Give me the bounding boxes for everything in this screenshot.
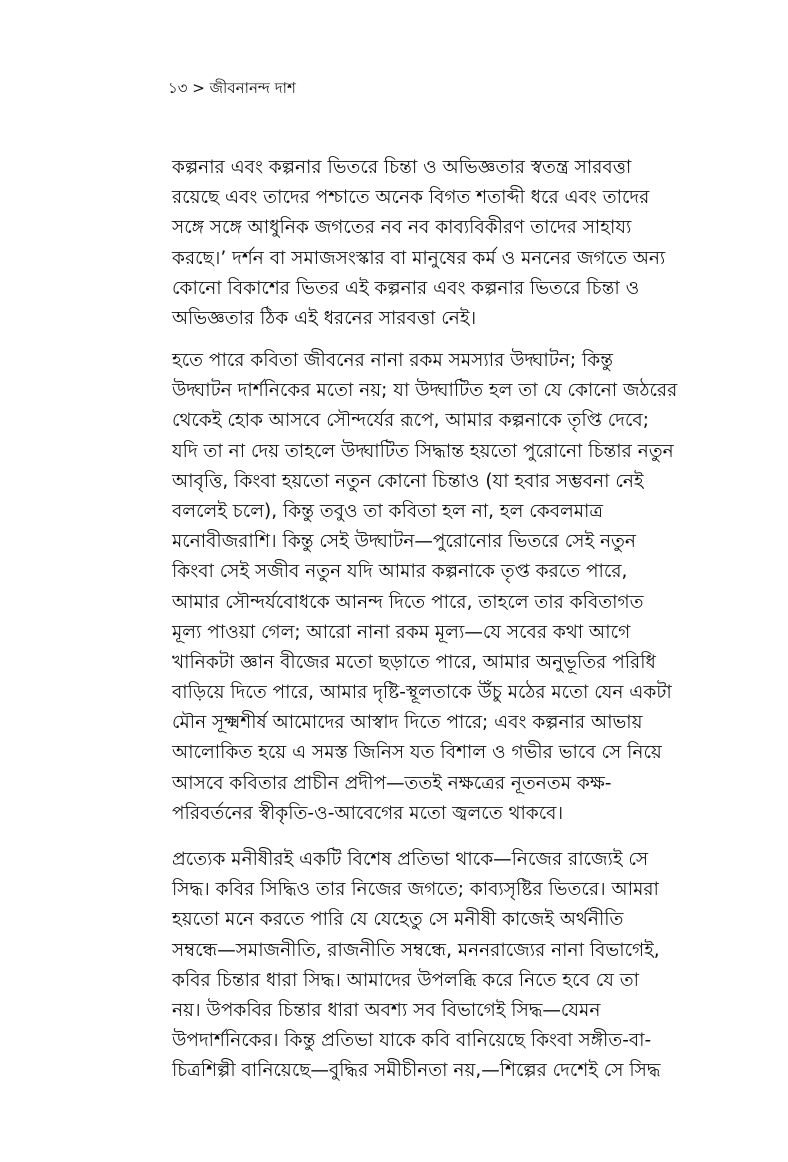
paragraph-2 xyxy=(172,346,692,829)
text-line: সম্বন্ধে—সমাজনীতি, রাজনীতি সম্বন্ধে, মননরাজ্যের নানা বিভাগেই, xyxy=(172,939,660,961)
text-line: খানিকটা জ্ঞান বীজের মতো ছড়াতে পারে, আমার অনুভূতির পরিধি xyxy=(172,651,656,673)
text-line: রয়েছে এবং তাদের পশ্চাতে অনেক বিগত শতাব্দী ধরে এবং তাদের xyxy=(172,187,650,209)
text-line: উপদার্শনিকের। কিন্তু প্রতিভা যাকে কবি বানিয়েছে কিংবা সঙ্গীত-বা- xyxy=(172,1030,652,1052)
text-line: যদি তা না দেয় তাহলে উদ্ঘাটিত সিদ্ধান্ত হয়তো পুরোনো চিন্তার নতুন xyxy=(172,440,674,462)
text-line: সিদ্ধ। কবির সিদ্ধিও তার নিজের জগতে; কাব্যসৃষ্টির ভিতরে। আমরা xyxy=(172,879,659,901)
text-line: কোনো বিকাশের ভিতর এই কল্পনার এবং কল্পনার ভিতরে চিন্তা ও xyxy=(172,277,640,299)
text-line: উদ্ঘাটন দার্শনিকের মতো নয়; যা উদ্ঘাটিত হল তা যে কোনো জঠরের xyxy=(172,380,678,402)
text-line: বাড়িয়ে দিতে পারে, আমার দৃষ্টি-স্থূলতাকে উঁচু মঠের মতো যেন একটা xyxy=(172,682,672,704)
text-line: মনোবীজরাশি। কিন্তু সেই উদ্ঘাটন—পুরোনোর ভিতরে সেই নতুন xyxy=(172,531,636,553)
paragraph-3 xyxy=(172,845,692,1087)
text-line: নয়। উপকবির চিন্তার ধারা অবশ্য সব বিভাগেই সিদ্ধ—যেমন xyxy=(172,999,601,1021)
text-line: সঙ্গে সঙ্গে আধুনিক জগতের নব নব কাব্যবিকীরণ তাদের সাহায্য xyxy=(172,217,632,239)
text-line: আলোকিত হয়ে এ সমস্ত জিনিস যত বিশাল ও গভীর ভাবে সে নিয়ে xyxy=(172,742,662,764)
text-line: অভিজ্ঞতার ঠিক এই ধরনের সারবত্তা নেই। xyxy=(172,307,477,329)
text-line: কিংবা সেই সজীব নতুন যদি আমার কল্পনাকে তৃপ্ত করতে পারে, xyxy=(172,561,628,583)
paragraph-1 xyxy=(172,153,692,334)
text-line: আবৃত্তি, কিংবা হয়তো নতুন কোনো চিন্তাও (যা হবার সম্ভবনা নেই xyxy=(172,470,644,492)
text-line: হয়তো মনে করতে পারি যে যেহেতু সে মনীষী কাজেই অর্থনীতি xyxy=(172,909,624,931)
text-line: আসবে কবিতার প্রাচীন প্রদীপ—ততই নক্ষত্রের নূতনতম কক্ষ- xyxy=(172,772,612,794)
text-line: পরিবর্তনের স্বীকৃতি-ও-আবেগের মতো জ্বলতে থাকবে। xyxy=(172,802,564,824)
text-line: আমার সৌন্দর্যবোধকে আনন্দ দিতে পারে, তাহলে তার কবিতাগত xyxy=(172,591,644,613)
text-line: কল্পনার এবং কল্পনার ভিতরে চিন্তা ও অভিজ্ঞতার স্বতন্ত্র সারবত্তা xyxy=(172,157,632,178)
text-line: বললেই চলে), কিন্তু তবুও তা কবিতা হল না, হল কেবলমাত্র xyxy=(172,500,604,522)
running-header: ১৩ > জীবনানন্দ দাশ xyxy=(168,79,296,97)
text-line: করছে।’ দর্শন বা সমাজসংস্কার বা মানুষের কর্ম ও মননের জগতে অন্য xyxy=(172,247,666,269)
text-line: প্রত্যেক মনীষীরই একটি বিশেষ প্রতিভা থাকে—নিজের রাজ্যেই সে xyxy=(172,849,649,870)
text-line: মূল্য পাওয়া গেল; আরো নানা রকম মূল্য—যে সবের কথা আগে xyxy=(172,621,631,643)
text-line: কবির চিন্তার ধারা সিদ্ধ। আমাদের উপলব্ধি করে নিতে হবে যে তা xyxy=(172,969,639,991)
text-line: হতে পারে কবিতা জীবনের নানা রকম সমস্যার উদ্ঘাটন; কিন্তু xyxy=(172,350,613,371)
text-line: মৌন সূক্ষ্মশীর্ষ আমোদের আস্বাদ দিতে পারে; এবং কল্পনার আভায় xyxy=(172,712,643,734)
text-line: চিত্রশিল্পী বানিয়েছে—বুদ্ধির সমীচীনতা নয়,—শিল্পের দেশেই সে সিদ্ধ xyxy=(172,1060,661,1082)
text-line: থেকেই হোক আসবে সৌন্দর্যের রূপে, আমার কল্পনাকে তৃপ্তি দেবে; xyxy=(172,410,649,432)
